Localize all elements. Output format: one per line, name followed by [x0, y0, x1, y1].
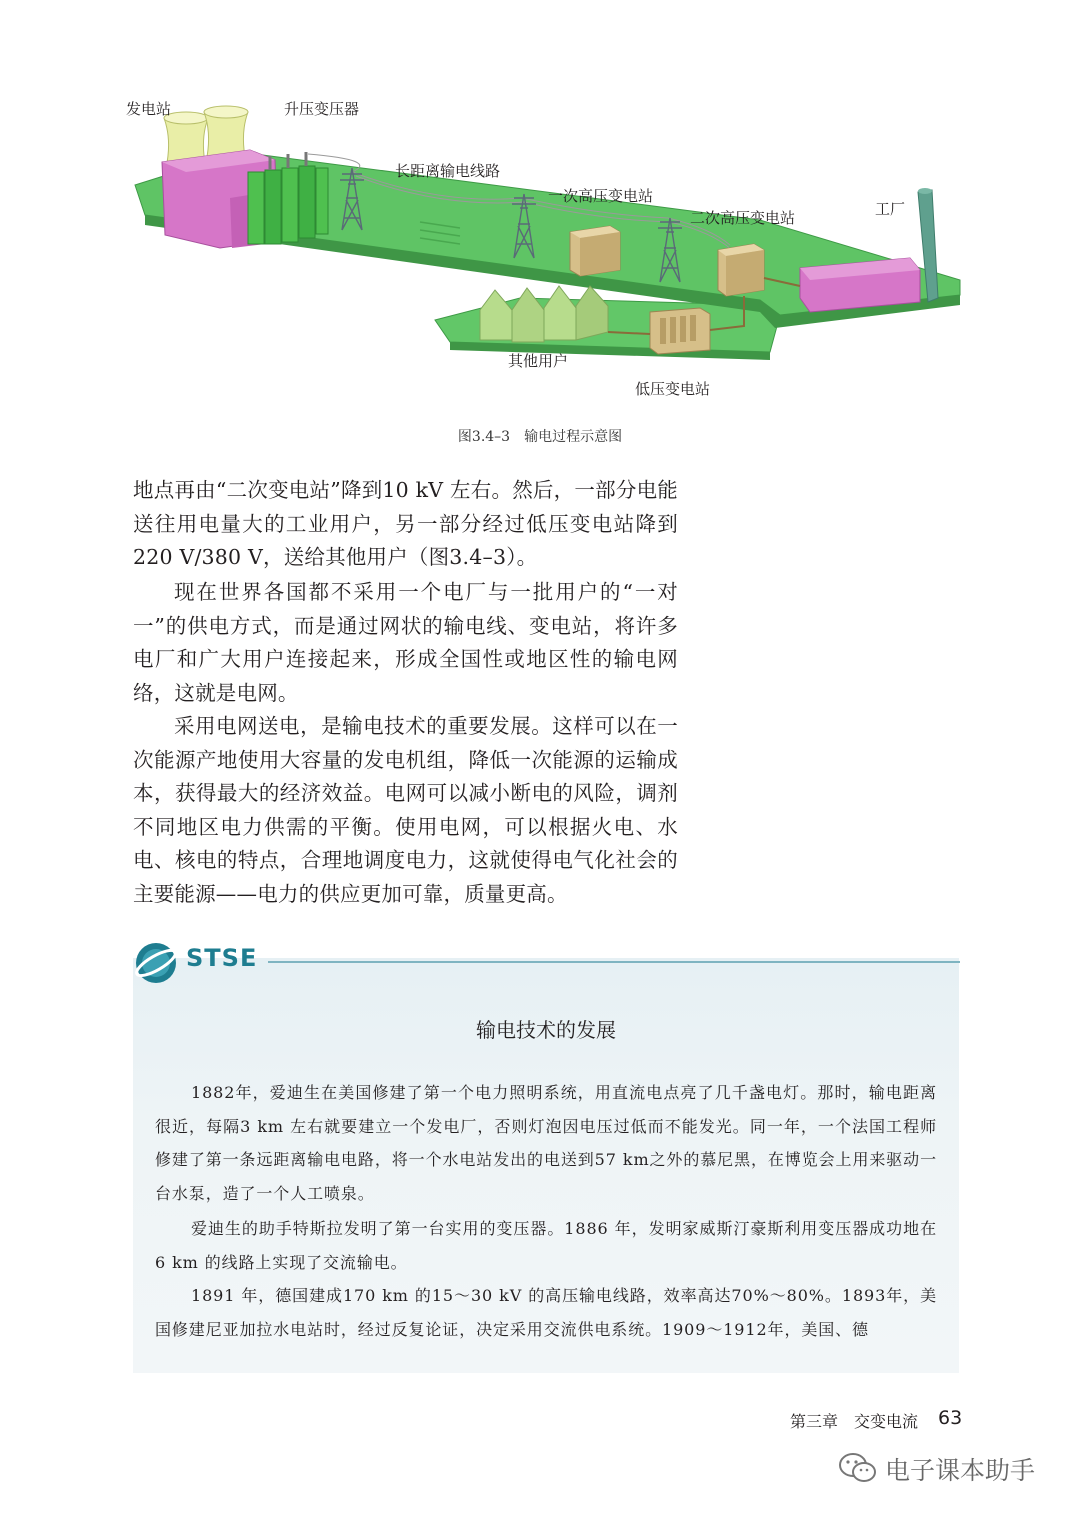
body-paragraph-3: 采用电网送电，是输电技术的重要发展。这样可以在一次能源产地使用大容量的发电机组，降低一次能源的运输成本，获得最大的经济效益。电网可以减小断电的风险，调剂不同地区电力供需的平衡。使用电网，可以根据火电、水电、核电的特点，合理地调度电力，这就使得电气化社会的主要能源——电力的供应更加可靠，质量更高。	[133, 714, 678, 906]
stse-globe-icon	[133, 940, 179, 986]
label-low-voltage-substation: 低压变电站	[635, 380, 711, 398]
label-secondary-hv-substation: 二次高压变电站	[690, 209, 796, 227]
other-users-houses	[480, 286, 608, 342]
stse-paragraph-1: 1882年，爱迪生在美国修建了第一个电力照明系统，用直流电点亮了几千盏电灯。那时，输电距离很近，每隔3 km 左右就要建立一个发电厂，否则灯泡因电压过低而不能发光。同一年，一个法国工程师修建了第一条远距离输电电路，将一个水电站发出的电送到57 km之外的慕尼黑，在博览会上用来驱动一台水泵，造了一个人工喷泉。	[155, 1083, 937, 1203]
stse-divider	[268, 961, 960, 963]
label-factory: 工厂	[875, 200, 906, 218]
stse-paragraph-2: 爱迪生的助手特斯拉发明了第一台实用的变压器。1886 年，发明家威斯汀豪斯利用变压器成功地在6 km 的线路上实现了交流输电。	[155, 1219, 937, 1272]
footer-chapter: 第三章 交变电流	[790, 1412, 919, 1431]
low-voltage-substation	[650, 308, 710, 354]
page-number: 63	[938, 1407, 963, 1429]
stse-title: 输电技术的发展	[476, 1018, 616, 1042]
body-paragraph-1: 地点再由“二次变电站”降到10 kV 左右。然后，一部分电能送往用电量大的工业用户，另一部分经过低压变电站降到220 V/380 V，送给其他用户（图3.4–3）。	[133, 478, 678, 570]
wechat-icon	[838, 1452, 878, 1484]
primary-substation	[570, 226, 620, 276]
stse-paragraph-3: 1891 年，德国建成170 km 的15～30 kV 的高压输电线路，效率高达70%～80%。1893年，美国修建尼亚加拉水电站时，经过反复论证，决定采用交流供电系统。1909～1912年，美国、德	[155, 1286, 937, 1339]
secondary-substation	[718, 244, 764, 296]
label-primary-hv-substation: 一次高压变电站	[548, 187, 654, 205]
label-long-distance-line: 长距离输电线路	[395, 162, 501, 180]
power-transmission-diagram	[120, 90, 970, 410]
body-paragraph-2: 现在世界各国都不采用一个电厂与一批用户的“一对一”的供电方式，而是通过网状的输电线、变电站，将许多电厂和广大用户连接起来，形成全国性或地区性的输电网络，这就是电网。	[133, 580, 678, 705]
label-step-up-transformer: 升压变压器	[284, 100, 360, 118]
label-power-station: 发电站	[126, 100, 172, 118]
label-other-users: 其他用户	[508, 352, 569, 370]
figure-caption: 图3.4–3 输电过程示意图	[457, 429, 623, 445]
watermark-text: 电子课本助手	[885, 1456, 1036, 1485]
stse-badge: STSE	[186, 944, 258, 972]
